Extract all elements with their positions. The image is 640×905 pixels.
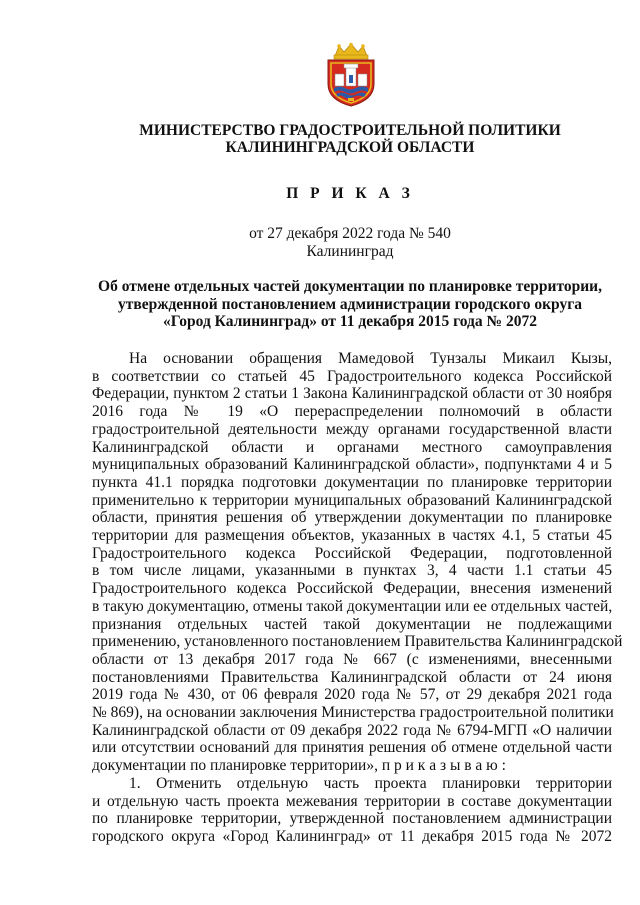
body-line: № 869), на основании заключения Министерства градостроительной политики [92,704,614,722]
body-line: территории для размещения объектов, указанных в частях 4.1, 5 статьи 45 [92,527,612,545]
body-line: 1. Отменить отдельную часть проекта планировки территории [129,774,612,792]
body-line: 2019 года № 430, от 06 февраля 2020 года № 57, от 29 декабря 2021 года [92,686,612,704]
order-date-number: от 27 декабря 2022 года № 540 [249,225,451,242]
body-line: Калининградской области и органами местного самоуправления [92,438,612,456]
ministry-name-line1: МИНИСТЕРСТВО ГРАДОСТРОИТЕЛЬНОЙ ПОЛИТИКИ [139,122,561,139]
body-line: или отсутствии оснований для принятия решения об отмене отдельной части [92,739,612,757]
body-line: муниципальных образований Калининградской области», подпунктами 4 и 5 [92,456,612,474]
subject-line2: утвержденной постановлением администрации городского округа [117,295,583,313]
body-line: в такую документацию, отмены такой документации или ее отдельных частей, [92,597,613,615]
body-line: области, принятия решения об утверждении документации по планировке [92,509,612,527]
body-line: градостроительной деятельности между органами государственной власти [92,420,612,438]
order-city: Калининград [306,242,394,260]
coat-of-arms-icon [322,42,380,108]
body-line: в том числе лицами, указанными в пунктах 3, 4 части 1.1 статьи 45 [92,562,612,580]
body-line: и отдельную часть проекта межевания территории в составе документации [92,792,612,810]
body-line: Градостроительного кодекса Российской Федерации, подготовленной [92,544,612,562]
body-line: пункта 41.1 порядка подготовки документации по планировке территории [92,473,612,491]
body-line: постановлениями Правительства Калининградской области от 24 июня [92,668,612,686]
order-title: П Р И К А З [286,185,414,202]
body-line: городского округа «Город Калининград» от 11 декабря 2015 года № 2072 [92,827,612,845]
subject-line1: Об отмене отдельных частей документации по планировке территории, [98,278,602,295]
body-line: Федерации, пунктом 2 статьи 1 Закона Калининградской области от 30 ноября [92,385,612,403]
order-subject [60,278,640,331]
body-line: Калининградской области от 09 декабря 2022 года № 6794-МГП «О наличии [92,721,612,739]
body-line: области от 13 декабря 2017 года № 667 (с изменениями, внесенными [92,650,612,668]
ministry-name [60,122,640,156]
order-meta [60,225,640,260]
body-line: признания отдельных частей такой документации не подлежащими [92,615,612,633]
order-body [92,350,623,846]
body-line: по планировке территории, утвержденной постановлением администрации [92,810,612,828]
body-line: в соответствии со статьей 45 Градостроительного кодекса Российской [92,367,612,385]
ministry-name-line2: КАЛИНИНГРАДСКОЙ ОБЛАСТИ [225,139,475,156]
subject-line3: «Город Калининград» от 11 декабря 2015 года № 2072 [163,313,537,330]
body-line: Градостроительного кодекса Российской Федерации, внесения изменений [92,580,612,598]
body-line: применительно к территории муниципальных образований Калининградской [92,491,612,509]
body-line: На основании обращения Мамедовой Тунзалы Микаил Кызы, [129,350,612,367]
body-line: применению, установленного постановлением Правительства Калининградской [92,633,623,651]
body-line: документации по планировке территории», п р и к а з ы в а ю : [92,757,506,775]
body-line: 2016 года № 19 «О перераспределении полномочий в области [92,403,612,421]
